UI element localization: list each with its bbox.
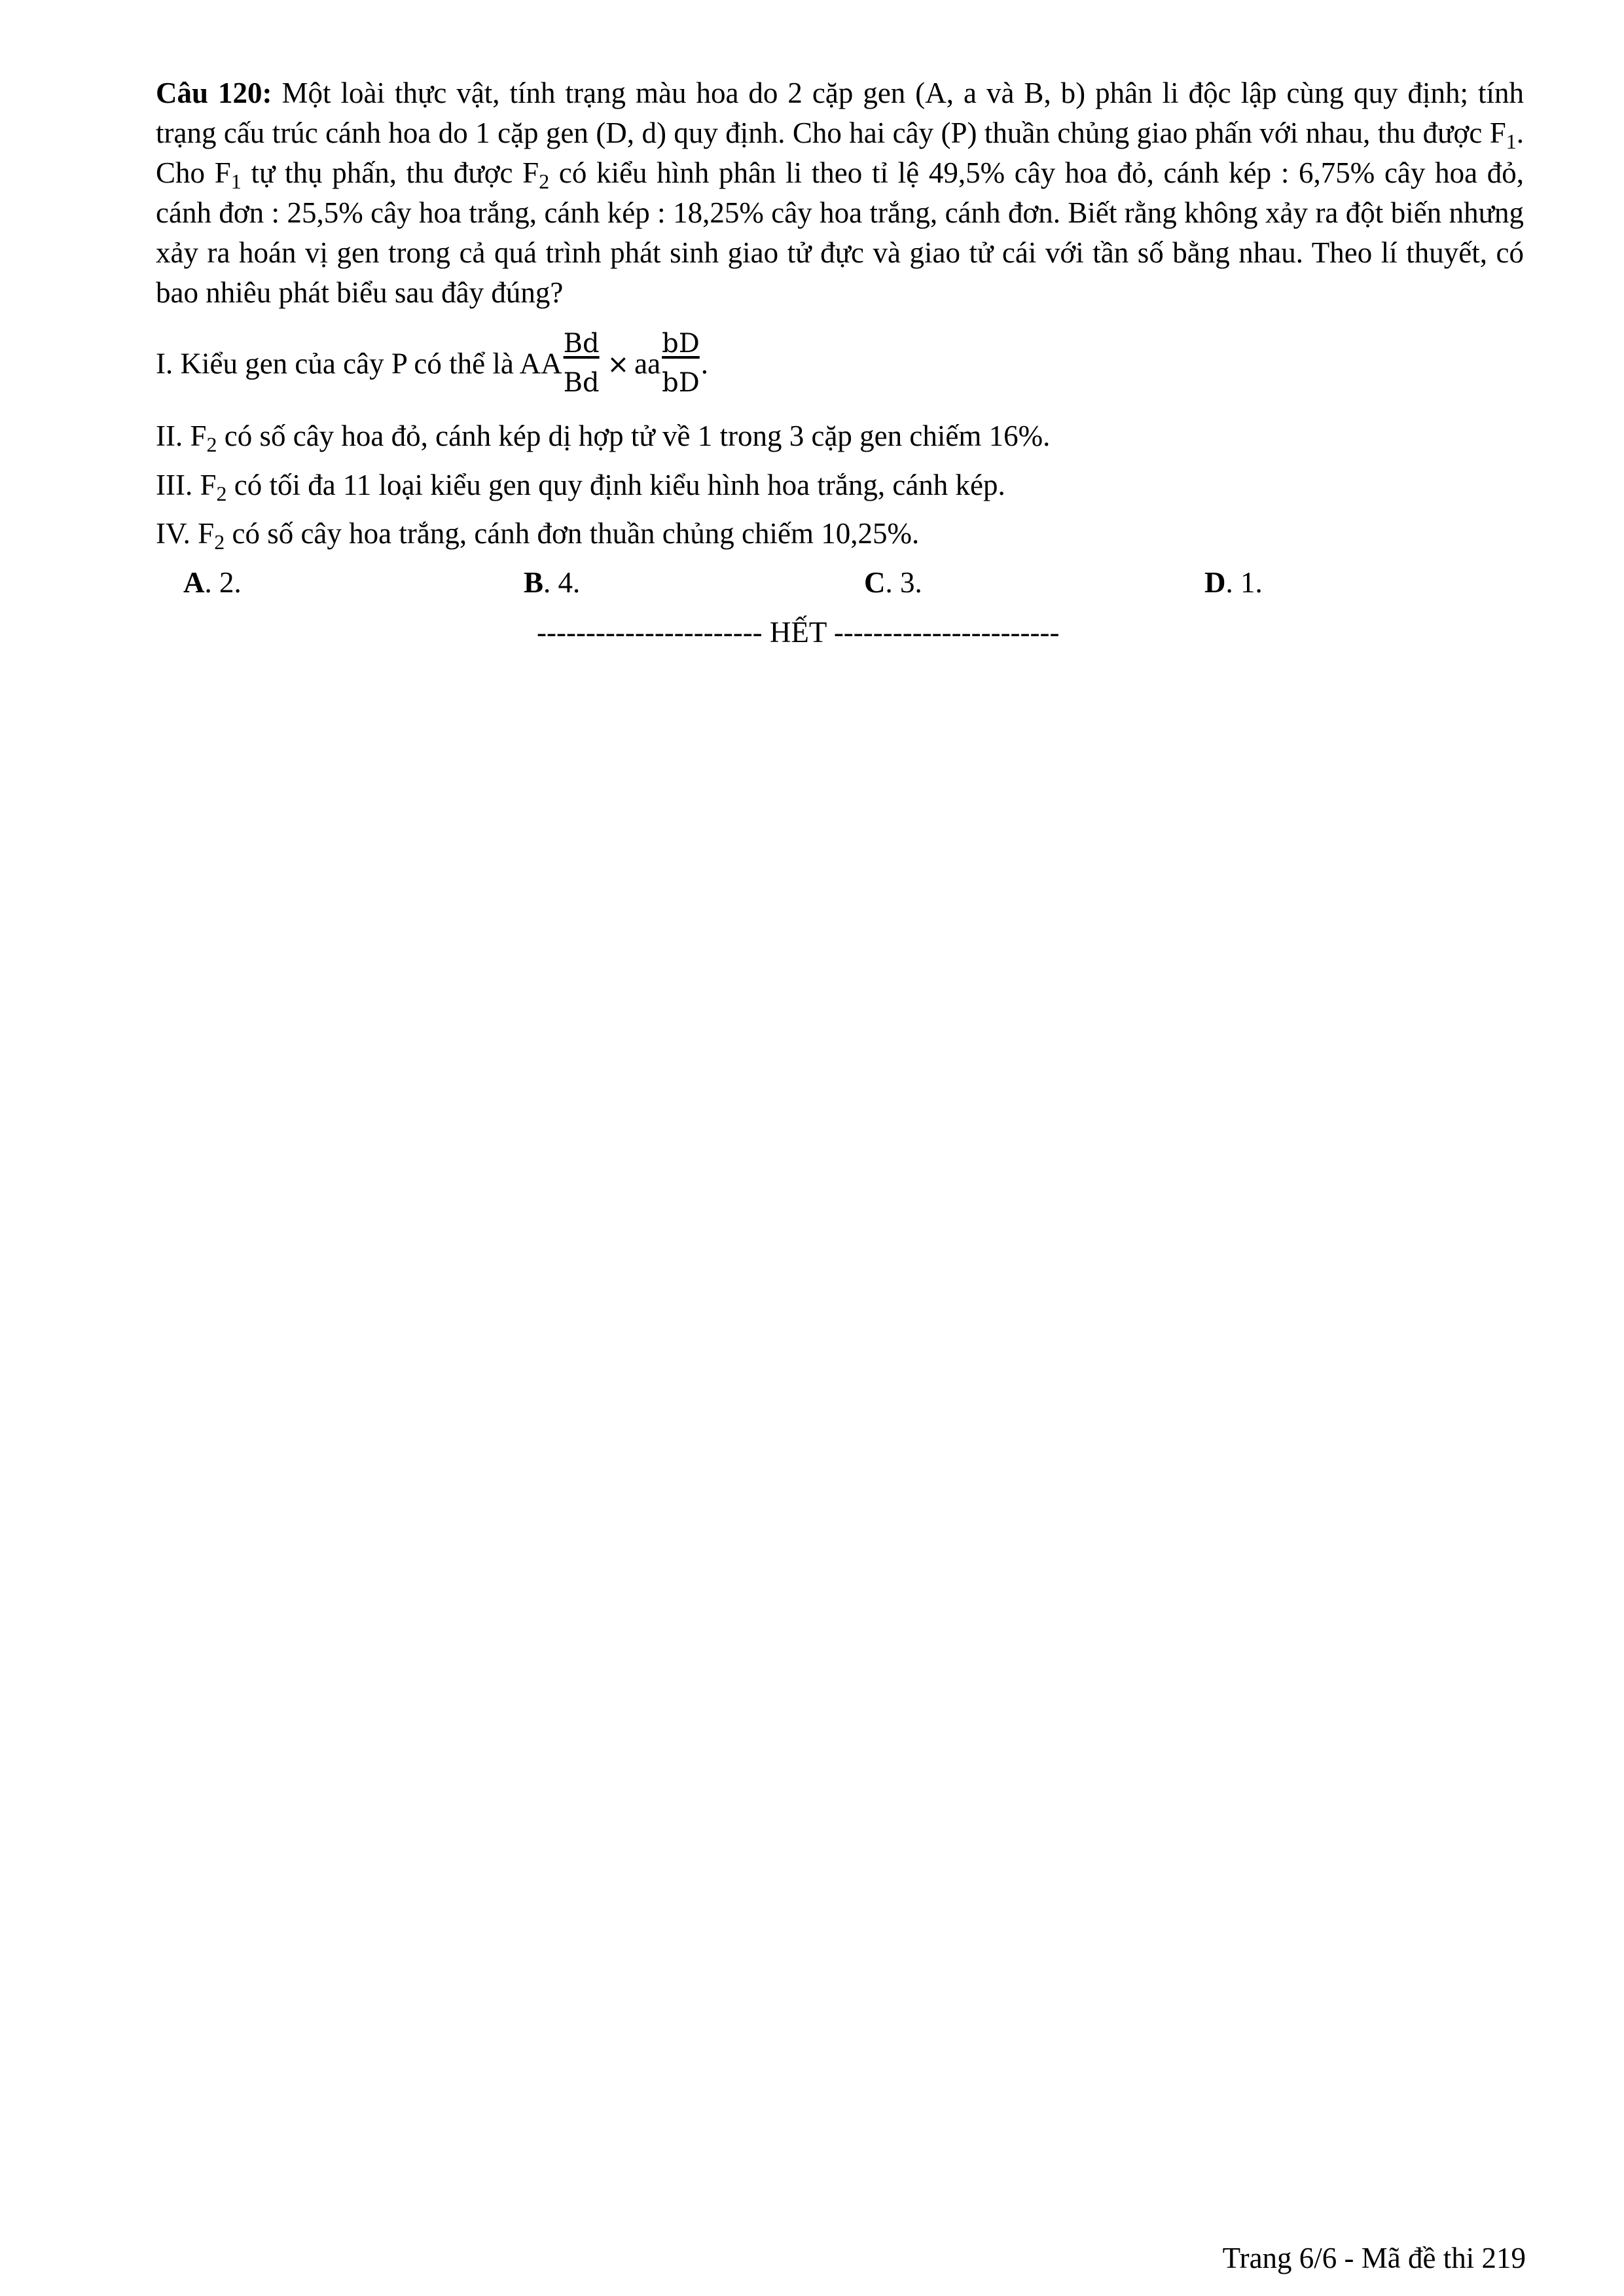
genotype-fraction-2 xyxy=(660,327,701,399)
option-d[interactable] xyxy=(1204,563,1263,603)
statement-2-subscript: 2 xyxy=(206,433,217,456)
question-text-part-4: có kiểu hình phân li theo tỉ lệ 49,5% cây hoa đỏ, cánh kép : 6,75% cây hoa đỏ, cánh đơn : 25,5% cây hoa trắng, cánh kép : 18,25% cây hoa trắng, cánh đơn. Biết rằng không xảy ra đột biến nhưng xảy ra hoán vị gen trong cả quá trình phát sinh giao tử đực và giao tử cái với tần số bằng nhau. Theo lí thuyết, có bao nhiêu phát biểu sau đây đúng? xyxy=(156,156,1525,309)
statement-4-prefix: IV. F xyxy=(156,517,215,550)
option-b-value: . 4. xyxy=(543,566,581,599)
option-c[interactable] xyxy=(864,563,922,603)
question-text-part-3: tự thụ phấn, thu được F xyxy=(241,156,539,189)
option-a-letter: A xyxy=(183,566,205,599)
statement-4-text: có số cây hoa trắng, cánh đơn thuần chủng chiếm 10,25%. xyxy=(225,517,920,550)
page-footer: Trang 6/6 - Mã đề thi 219 xyxy=(1222,2242,1526,2274)
question-text-part-2: . Cho F xyxy=(156,117,1524,189)
subscript-f1-b: 1 xyxy=(230,170,242,193)
fraction-2-denominator: bD xyxy=(662,368,700,398)
statement-1-suffix: . xyxy=(700,347,709,380)
statement-1-prefix: I. Kiểu gen của cây P có thể là AA xyxy=(156,347,562,380)
genotype-fraction-1 xyxy=(562,327,601,399)
question-text-part-1: Một loài thực vật, tính trạng màu hoa do 2 cặp gen (A, a và B, b) phân li độc lập cùng quy định; tính trạng cấu trúc cánh hoa do 1 cặp gen (D, d) quy định. Cho hai cây (P) thuần chủng giao phấn với nhau, thu được F xyxy=(156,77,1524,149)
fraction-1-numerator: Bd xyxy=(563,329,600,359)
option-d-value: . 1. xyxy=(1225,566,1263,599)
statement-1-mid: aa xyxy=(634,347,661,380)
question-120 xyxy=(156,73,1524,313)
statement-4 xyxy=(156,514,919,554)
statement-2 xyxy=(156,416,1050,456)
statement-3-prefix: III. F xyxy=(156,469,217,501)
question-label: Câu 120: xyxy=(156,77,272,109)
subscript-f2: 2 xyxy=(539,170,550,193)
end-marker: ----------------------- HẾT ----------------------- xyxy=(537,616,1060,649)
option-a[interactable] xyxy=(183,563,242,603)
statement-4-subscript: 2 xyxy=(214,530,225,554)
option-c-letter: C xyxy=(864,566,886,599)
fraction-2-numerator: bD xyxy=(662,329,700,359)
statement-3-text: có tối đa 11 loại kiểu gen quy định kiểu hình hoa trắng, cánh kép. xyxy=(226,469,1005,501)
option-d-letter: D xyxy=(1204,566,1226,599)
statement-2-prefix: II. F xyxy=(156,420,207,452)
option-b-letter: B xyxy=(524,566,544,599)
fraction-1-denominator: Bd xyxy=(563,368,600,398)
option-a-value: . 2. xyxy=(204,566,242,599)
times-sign: × xyxy=(607,350,630,380)
statement-3 xyxy=(156,465,1005,505)
statement-1 xyxy=(156,329,709,399)
subscript-f1-a: 1 xyxy=(1506,130,1517,153)
statement-2-text: có số cây hoa đỏ, cánh kép dị hợp tử về 1 trong 3 cặp gen chiếm 16%. xyxy=(217,420,1051,452)
option-c-value: . 3. xyxy=(885,566,922,599)
option-b[interactable] xyxy=(524,563,580,603)
statement-3-subscript: 2 xyxy=(216,482,227,505)
